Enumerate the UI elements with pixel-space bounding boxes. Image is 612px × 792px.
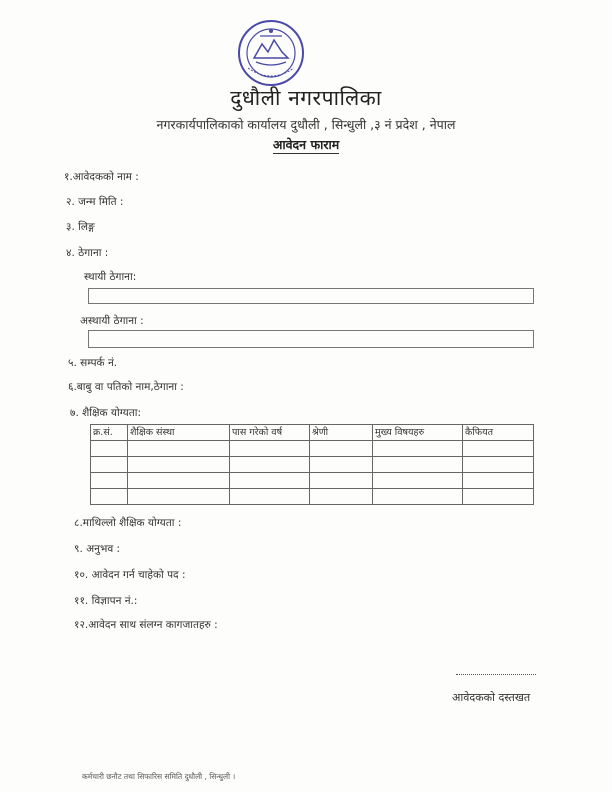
field-post: १०. आवेदन गर्न चाहेको पद :	[74, 569, 186, 581]
table-cell[interactable]	[128, 441, 230, 457]
table-row[interactable]	[91, 457, 534, 473]
field-experience: ९. अनुभव :	[74, 543, 121, 555]
table-cell[interactable]	[373, 441, 463, 457]
table-cell[interactable]	[463, 457, 534, 473]
field-applicant-name: १.आवेदकको नाम :	[64, 171, 139, 183]
signature-line[interactable]	[456, 666, 536, 675]
field-advert-no: ११. विज्ञापन नं.:	[74, 595, 138, 607]
field-address: ४. ठेगाना :	[66, 247, 109, 259]
field-documents: १२.आवेदन साथ संलग्न कागजातहरु :	[74, 619, 218, 631]
col-sn: क्र.सं.	[91, 425, 128, 441]
table-cell[interactable]	[128, 489, 230, 505]
table-cell[interactable]	[230, 489, 310, 505]
table-cell[interactable]	[128, 473, 230, 489]
table-cell[interactable]	[373, 489, 463, 505]
table-row[interactable]	[91, 489, 534, 505]
col-remarks: कैफियत	[463, 425, 534, 441]
seal-emblem-icon	[236, 18, 306, 88]
table-cell[interactable]	[463, 473, 534, 489]
table-cell[interactable]	[230, 473, 310, 489]
table-cell[interactable]	[310, 489, 373, 505]
col-division: श्रेणी	[310, 425, 373, 441]
table-cell[interactable]	[373, 457, 463, 473]
form-name-text: आवेदन फाराम	[272, 137, 340, 152]
col-institution: शैक्षिक संस्था	[128, 425, 230, 441]
table-cell[interactable]	[91, 441, 128, 457]
field-qualification: ७. शैक्षिक योग्यता:	[70, 407, 142, 419]
municipality-seal	[236, 18, 306, 88]
field-guardian: ६.बाबु वा पतिको नाम,ठेगाना :	[68, 381, 184, 393]
field-gender: ३. लिङ्ग	[66, 221, 95, 233]
footer-committee: कर्मचारी छनौट तथा सिफारिस समिति दुधौली , सिन्धुली ।	[82, 772, 236, 781]
permanent-address-box[interactable]	[88, 288, 534, 304]
office-subtitle: नगरकार्यपालिकाको कार्यालय दुधौली , सिन्धुली ,३ नं प्रदेश , नेपाल	[156, 117, 456, 132]
table-header-row	[91, 425, 534, 441]
table-row[interactable]	[91, 441, 534, 457]
table-cell[interactable]	[230, 441, 310, 457]
field-contact: ५. सम्पर्क नं.	[68, 357, 118, 369]
field-dob: २. जन्म मिति :	[66, 196, 124, 208]
table-cell[interactable]	[91, 457, 128, 473]
field-temporary-address: अस्थायी ठेगाना :	[80, 315, 144, 327]
form-name	[0, 136, 612, 153]
municipality-title: दुधौली नगरपालिका	[230, 86, 382, 110]
temporary-address-box[interactable]	[88, 330, 534, 348]
table-cell[interactable]	[128, 457, 230, 473]
field-higher-qualification: ८.माथिल्लो शैक्षिक योग्यता :	[74, 517, 182, 529]
table-cell[interactable]	[463, 441, 534, 457]
table-cell[interactable]	[463, 489, 534, 505]
table-cell[interactable]	[373, 473, 463, 489]
table-cell[interactable]	[310, 457, 373, 473]
table-cell[interactable]	[310, 441, 373, 457]
table-cell[interactable]	[230, 457, 310, 473]
table-row[interactable]	[91, 473, 534, 489]
table-cell[interactable]	[310, 473, 373, 489]
table-cell[interactable]	[91, 473, 128, 489]
qualification-table	[90, 424, 534, 505]
col-pass-year: पास गरेको वर्ष	[230, 425, 310, 441]
col-subjects: मुख्य विषयहरु	[373, 425, 463, 441]
table-cell[interactable]	[91, 489, 128, 505]
signature-label: आवेदकको दस्तखत	[452, 691, 531, 704]
field-permanent-address: स्थायी ठेगाना:	[84, 271, 137, 283]
